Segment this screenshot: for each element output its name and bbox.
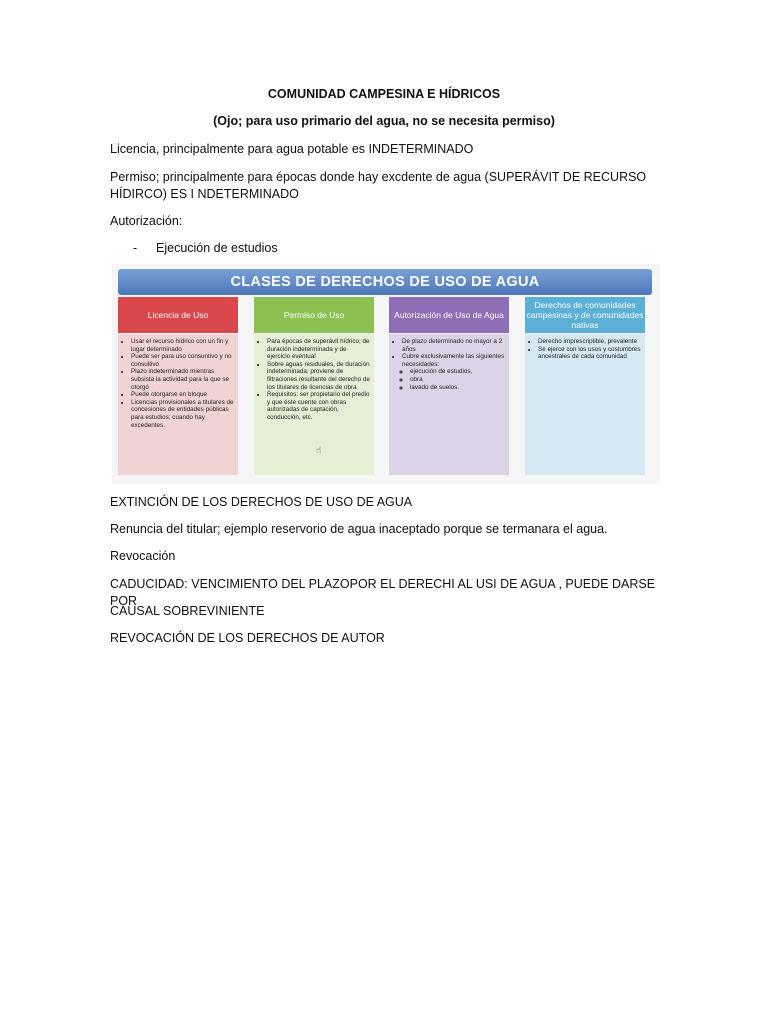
column-sublist: [402, 368, 505, 391]
column-list-item: • Puede otorgarse en bloque: [131, 391, 234, 399]
column-sublist-item: ◦ lavado de suelos.: [410, 384, 505, 392]
column-body: [254, 334, 374, 475]
paragraph-autorizacion: Autorización:: [110, 214, 183, 228]
figure-column-permiso: [254, 297, 374, 475]
column-header: Derechos de comunidades campesinas y de comunidades nativas: [525, 297, 645, 333]
column-list-item: • Derecho imprescriptible, prevalente: [538, 338, 641, 346]
column-list-item: • Cubre exclusivamente las siguientes necesidades: ◦ ejecución de estudios, ◦ obra ◦ lavado de suelos.: [402, 353, 505, 391]
column-list-item: • Puede ser para uso consuntivo y no consultivo: [131, 353, 234, 368]
mouse-cursor-icon: ☝: [316, 445, 322, 455]
document-subtitle: (Ojo; para uso primario del agua, no se necesita permiso): [213, 114, 555, 128]
column-header: Permiso de Uso: [254, 297, 374, 333]
column-sublist-item: ◦ ejecución de estudios,: [410, 368, 505, 376]
column-body: [525, 334, 645, 475]
figure-banner: CLASES DE DERECHOS DE USO DE AGUA: [118, 269, 652, 295]
paragraph-extincion: EXTINCIÓN DE LOS DERECHOS DE USO DE AGUA: [110, 495, 413, 509]
paragraph-permiso-line2: HÍDIRCO) ES I NDETERMINADO: [110, 187, 299, 201]
list-item-estudios: Ejecución de estudios: [156, 241, 278, 255]
document-title: COMUNIDAD CAMPESINA E HÍDRICOS: [267, 87, 501, 101]
column-header: Licencia de Uso: [118, 297, 238, 333]
column-body: [118, 334, 238, 475]
paragraph-caducidad: CADUCIDAD: VENCIMIENTO DEL PLAZOPOR EL DERECHI AL USI DE AGUA , PUEDE DARSE POR: [110, 577, 656, 608]
paragraph-causal: CAUSAL SOBREVINIENTE: [110, 604, 265, 618]
paragraph-permiso-line1: Permiso; principalmente para épocas donde hay excdente de agua (SUPERÁVIT DE RECURSO: [110, 170, 647, 184]
column-list-item: • Requisitos: ser propietario del predio y que éste cuente con obras autorizadas de captación, conducción, etc.: [267, 391, 370, 421]
paragraph-revocacion: Revocación: [110, 549, 176, 563]
column-sublist-item: ◦ obra: [410, 376, 505, 384]
figure-column-licencia: [118, 297, 238, 475]
figure-column-autorizacion: [389, 297, 509, 475]
column-list-item: • Se ejerce con los usos y costumbres ancestrales de cada comunidad: [538, 346, 641, 361]
column-list-item: • De plazo determinado no mayor a 2 años: [402, 338, 505, 353]
figure-column-comunidades: [525, 297, 645, 475]
paragraph-licencia: Licencia, principalmente para agua potable es INDETERMINADO: [110, 142, 474, 156]
column-list-item: • Para épocas de superávit hídrico; de duración indeterminada y de ejercicio eventual: [267, 338, 370, 361]
water-rights-figure: [112, 264, 660, 484]
column-body: [389, 334, 509, 475]
list-bullet: -: [133, 241, 138, 255]
column-list-item: • Licencias provisionales a titulares de concesiones de entidades públicas para estudios; cuando hay excedentes.: [131, 399, 234, 429]
column-list-item: • Plazo indeterminado mientras subsista la actividad para la que se otorgó: [131, 368, 234, 391]
column-list-item: • Sobre aguas residuales, de duración indeterminada; proviene de filtraciones resultante del derecho de los titulares de licencias de obra: [267, 361, 370, 391]
paragraph-revocacion-autor: REVOCACIÓN DE LOS DERECHOS DE AUTOR: [110, 631, 385, 645]
column-list-item: • Usar el recurso hídrico con un fin y lugar determinado: [131, 338, 234, 353]
paragraph-renuncia: Renuncia del titular; ejemplo reservorio de agua inaceptado porque se termanara el agua.: [110, 522, 608, 536]
column-header: Autorización de Uso de Agua: [389, 297, 509, 333]
